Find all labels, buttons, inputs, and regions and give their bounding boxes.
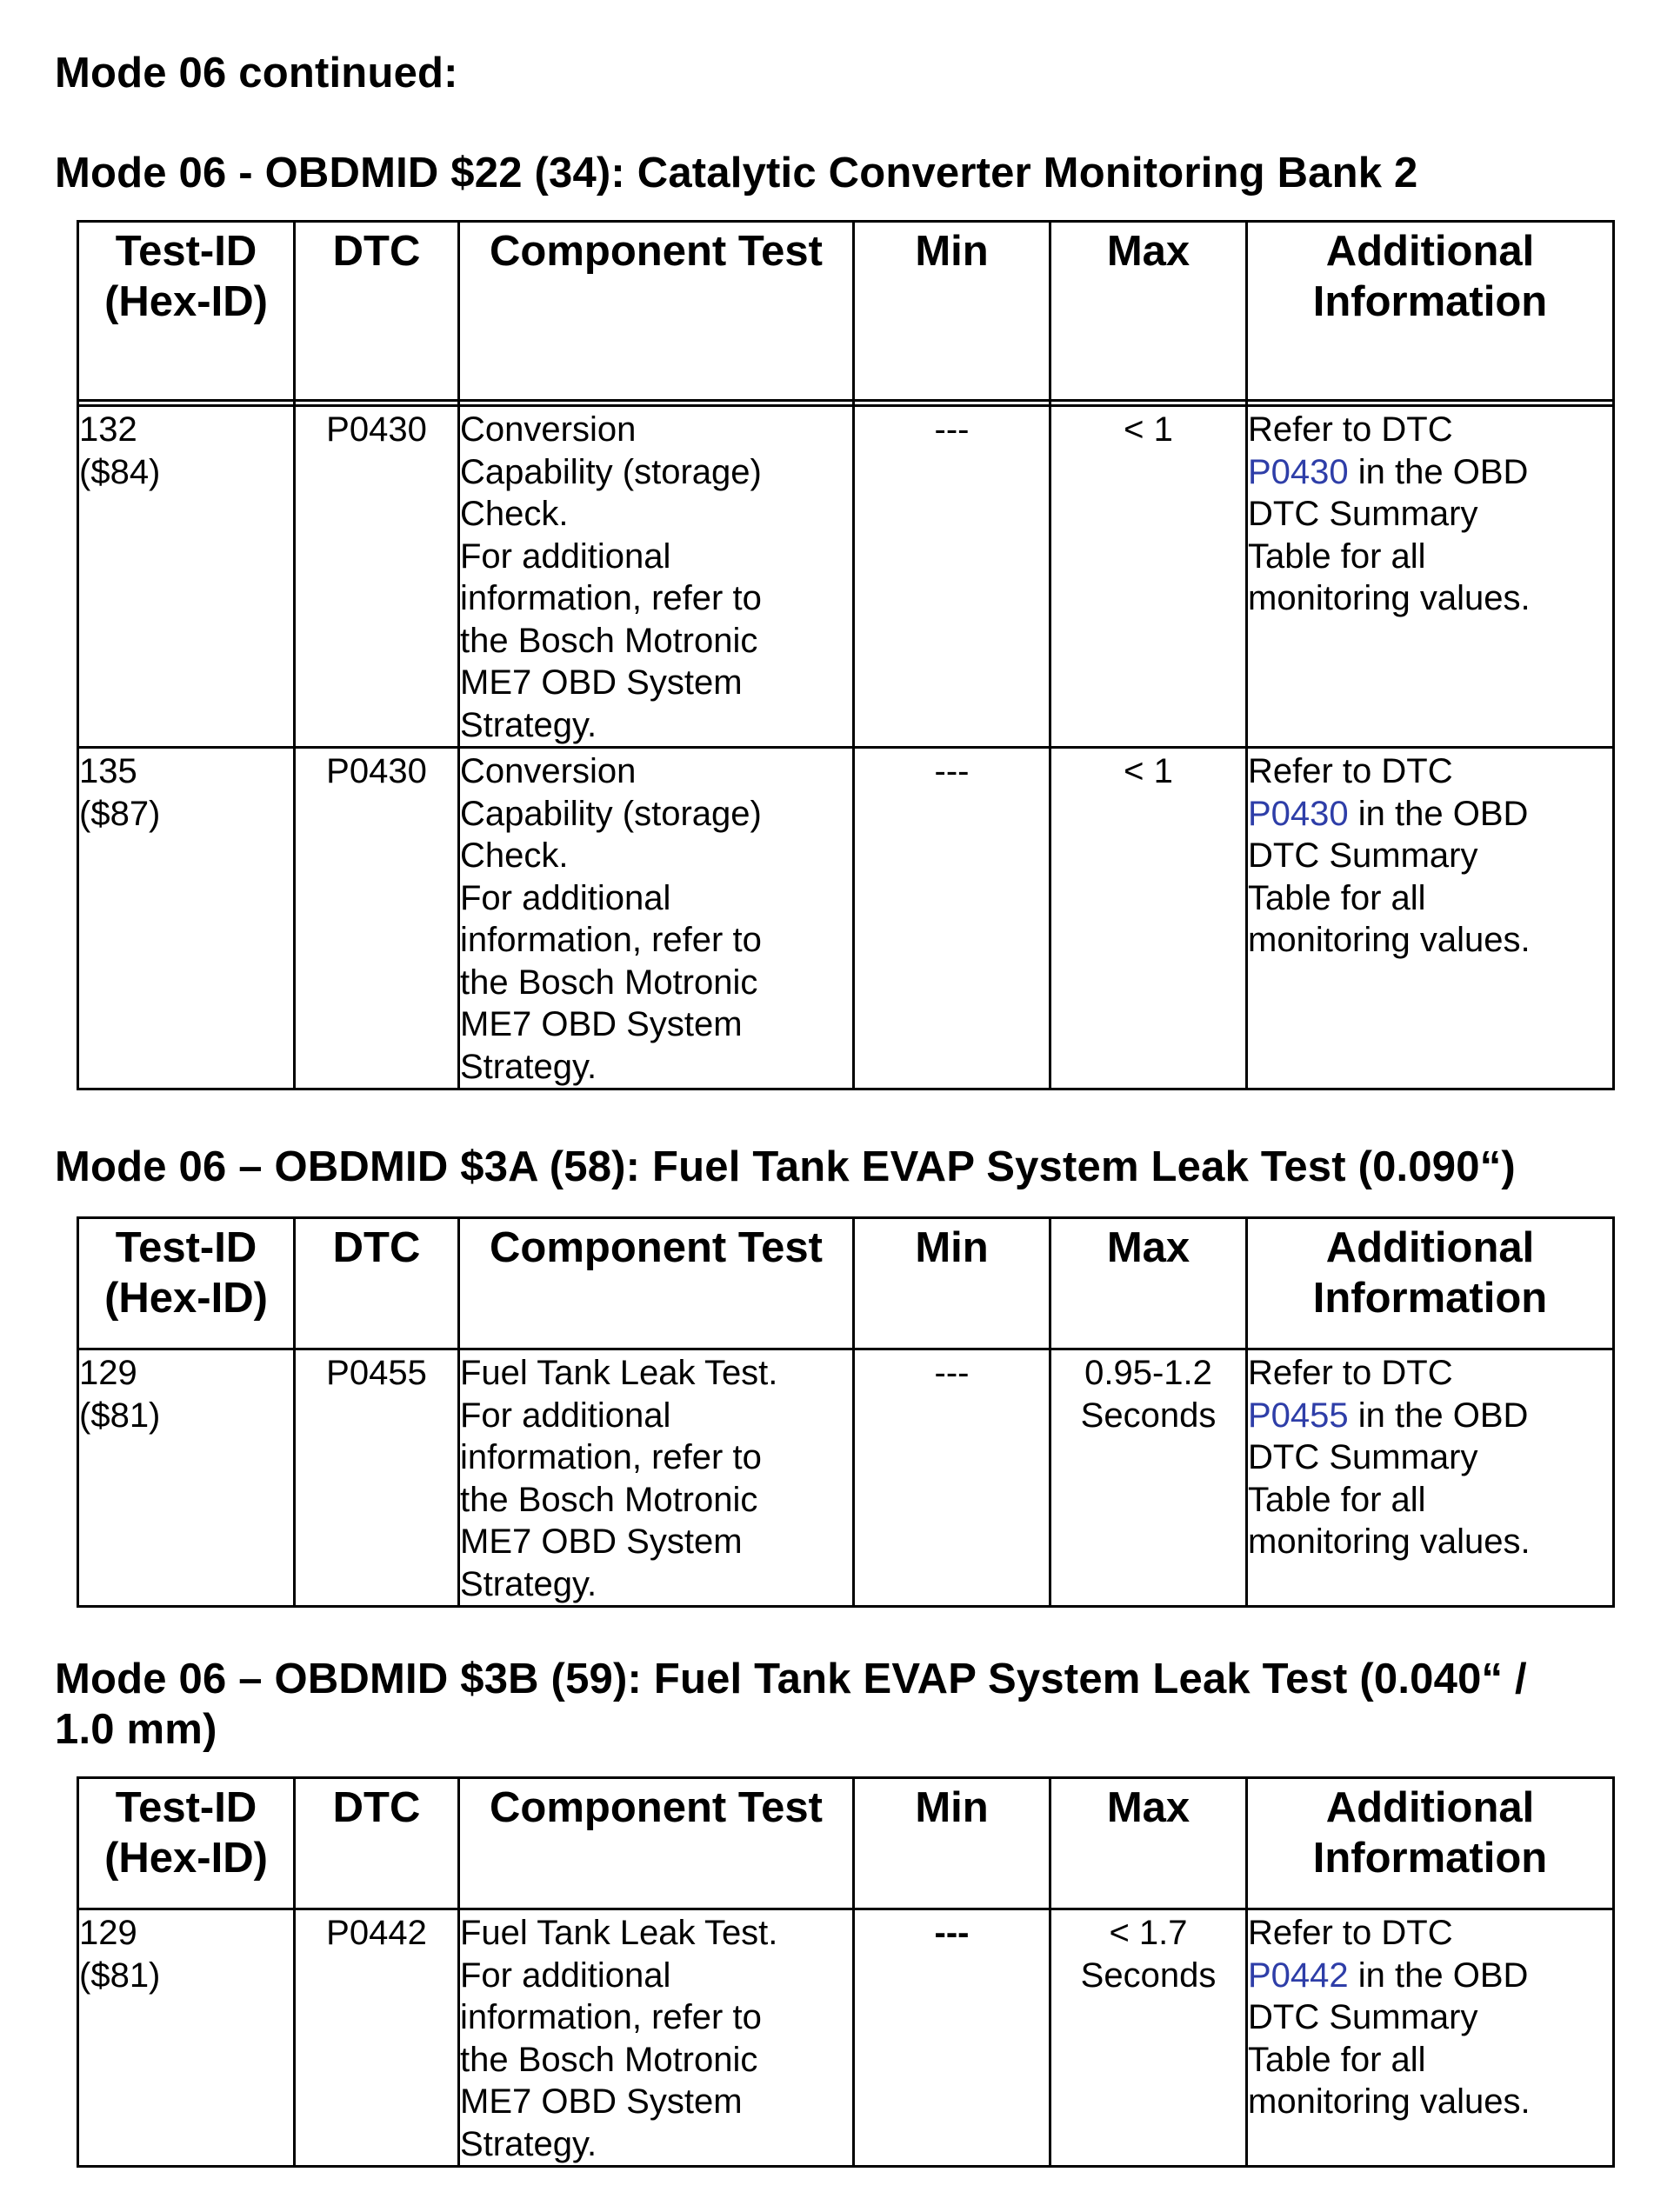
section-title-evap-090: Mode 06 – OBDMID $3A (58): Fuel Tank EVAP System Leak Test (0.090“)	[55, 1143, 1516, 1190]
table-row	[78, 406, 1614, 748]
col-header-min: Min	[854, 1778, 1050, 1909]
dtc-reference-link[interactable]: P0442	[1248, 1955, 1349, 1995]
col-header-additional-info: Additional Information	[1247, 1218, 1614, 1349]
table-header-row	[78, 222, 1614, 401]
col-header-max: Max	[1050, 1778, 1247, 1909]
test-id-cell: 129 ($81)	[78, 1909, 295, 2167]
max-cell: < 1.7 Seconds	[1050, 1909, 1247, 2167]
table-row	[78, 1349, 1614, 1607]
min-cell: ---	[854, 1909, 1050, 2167]
test-id-cell: 135 ($87)	[78, 748, 295, 1089]
evap-leak-040-table	[77, 1776, 1615, 2168]
max-cell: < 1	[1050, 406, 1247, 748]
additional-info-cell: Refer to DTC P0455 in the OBD DTC Summary Table for all monitoring values.	[1247, 1349, 1614, 1607]
dtc-reference-link[interactable]: P0430	[1248, 794, 1349, 833]
additional-info-cell: Refer to DTC P0430 in the OBD DTC Summary Table for all monitoring values.	[1247, 406, 1614, 748]
col-header-test-id: Test-ID (Hex-ID)	[78, 222, 295, 401]
catalytic-monitoring-table	[77, 220, 1615, 1090]
section-title-catalytic: Mode 06 - OBDMID $22 (34): Catalytic Converter Monitoring Bank 2	[55, 150, 1418, 197]
table-header-row	[78, 1218, 1614, 1349]
component-test-cell: Fuel Tank Leak Test. For additional information, refer to the Bosch Motronic ME7 OBD System Strategy.	[459, 1909, 854, 2167]
col-header-additional-info: Additional Information	[1247, 222, 1614, 401]
col-header-dtc: DTC	[295, 1218, 459, 1349]
dtc-cell: P0442	[295, 1909, 459, 2167]
col-header-additional-info: Additional Information	[1247, 1778, 1614, 1909]
table-row	[78, 1909, 1614, 2167]
min-cell: ---	[854, 748, 1050, 1089]
col-header-max: Max	[1050, 222, 1247, 401]
dtc-cell: P0430	[295, 748, 459, 1089]
col-header-test-id: Test-ID (Hex-ID)	[78, 1218, 295, 1349]
component-test-cell: Conversion Capability (storage) Check. For additional information, refer to the Bosch Motronic ME7 OBD System Strategy.	[459, 748, 854, 1089]
test-id-cell: 132 ($84)	[78, 406, 295, 748]
col-header-dtc: DTC	[295, 222, 459, 401]
min-cell: ---	[854, 1349, 1050, 1607]
dtc-cell: P0455	[295, 1349, 459, 1607]
table-row	[78, 748, 1614, 1089]
max-cell: 0.95-1.2 Seconds	[1050, 1349, 1247, 1607]
component-test-cell: Fuel Tank Leak Test. For additional information, refer to the Bosch Motronic ME7 OBD System Strategy.	[459, 1349, 854, 1607]
min-cell: ---	[854, 406, 1050, 748]
test-id-cell: 129 ($81)	[78, 1349, 295, 1607]
section-title-evap-040: Mode 06 – OBDMID $3B (59): Fuel Tank EVAP System Leak Test (0.040“ / 1.0 mm)	[55, 1656, 1527, 1753]
dtc-reference-link[interactable]: P0430	[1248, 452, 1349, 491]
additional-info-cell: Refer to DTC P0430 in the OBD DTC Summary Table for all monitoring values.	[1247, 748, 1614, 1089]
col-header-test-id: Test-ID (Hex-ID)	[78, 1778, 295, 1909]
col-header-component-test: Component Test	[459, 1778, 854, 1909]
col-header-component-test: Component Test	[459, 1218, 854, 1349]
dtc-cell: P0430	[295, 406, 459, 748]
page-heading: Mode 06 continued:	[55, 50, 458, 97]
component-test-cell: Conversion Capability (storage) Check. For additional information, refer to the Bosch Motronic ME7 OBD System Strategy.	[459, 406, 854, 748]
evap-leak-090-table	[77, 1216, 1615, 1608]
additional-info-cell: Refer to DTC P0442 in the OBD DTC Summary Table for all monitoring values.	[1247, 1909, 1614, 2167]
table-header-row	[78, 1778, 1614, 1909]
col-header-dtc: DTC	[295, 1778, 459, 1909]
col-header-min: Min	[854, 1218, 1050, 1349]
max-cell: < 1	[1050, 748, 1247, 1089]
col-header-min: Min	[854, 222, 1050, 401]
col-header-component-test: Component Test	[459, 222, 854, 401]
dtc-reference-link[interactable]: P0455	[1248, 1396, 1349, 1435]
col-header-max: Max	[1050, 1218, 1247, 1349]
